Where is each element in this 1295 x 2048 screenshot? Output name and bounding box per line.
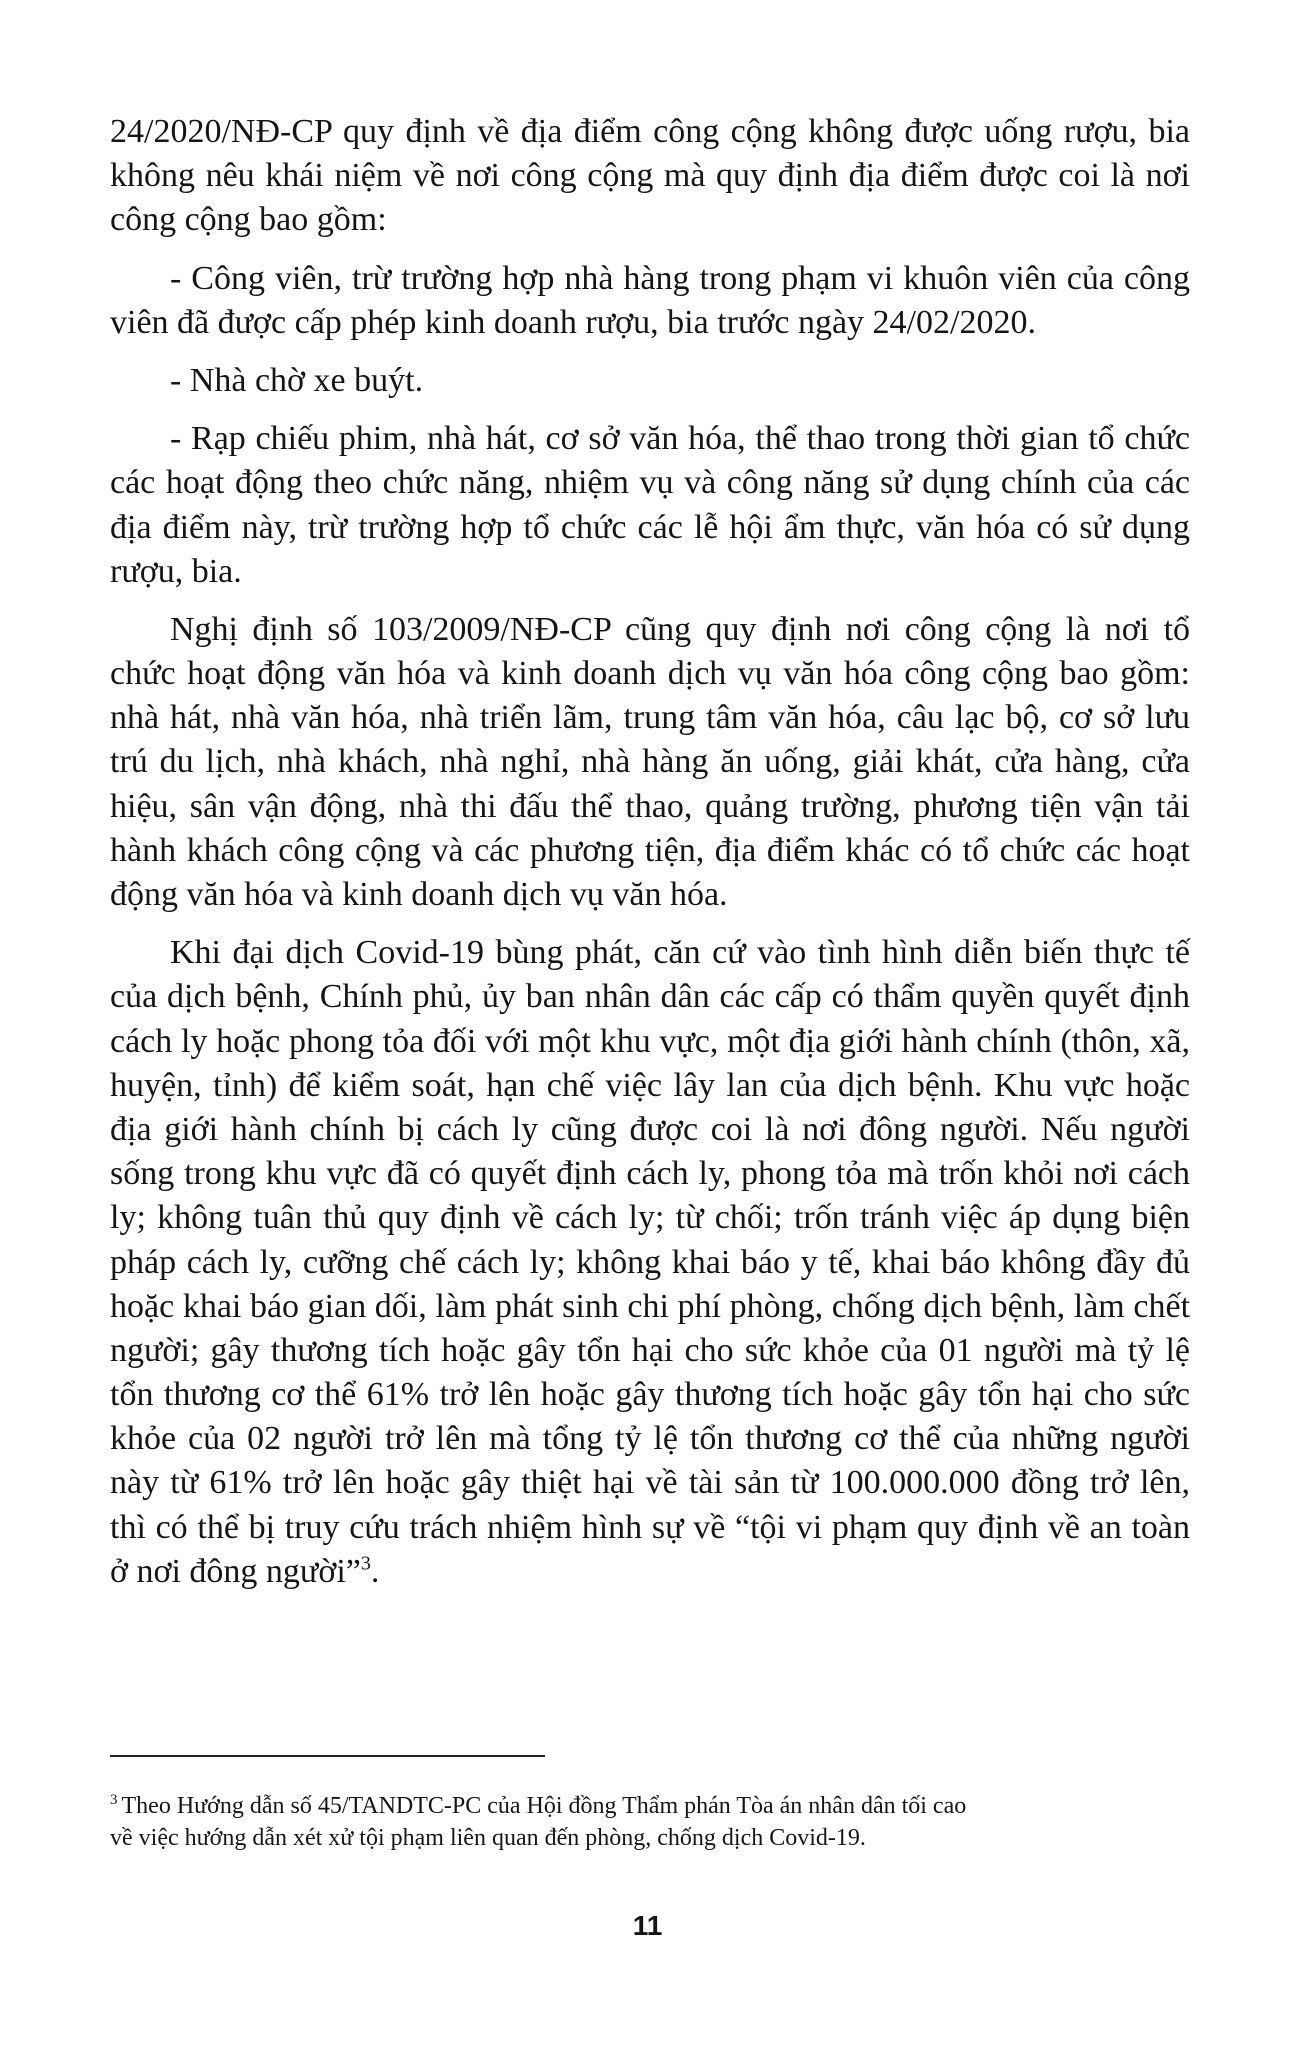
text-line: khai báo gian dối, làm phát sinh chi phí phòng, chống dịch bệnh, làm — [182, 1287, 1125, 1325]
body-text — [110, 96, 1190, 1594]
footnote-mark: 3 — [110, 1792, 118, 1808]
text-line: được coi là nơi công cộng bao gồm: — [110, 157, 1190, 239]
trailing-punctuation: . — [370, 1552, 380, 1590]
text-line: chức các hoạt động theo chức năng, nhiệm vụ và công năng sử dụng — [110, 420, 1190, 502]
text-line: mà tỷ lệ tổn thương cơ thể 61% trở lên hoặc gây thương tích hoặc gây — [110, 1331, 1191, 1414]
text-line: - Công viên, trừ trường hợp nhà hàng trong phạm vi khuôn viên của — [170, 259, 1114, 297]
text-line: thể của những người này từ 61% trở lên hoặc gây thiệt hại về tài sản từ — [110, 1420, 1190, 1502]
text-line: cửa hàng, cửa hiệu, sân vận động, nhà thi đấu thể thao, quảng trường, — [110, 743, 1191, 825]
text-line: văn hóa có sử dụng rượu, bia. — [110, 508, 1190, 590]
page-number: 11 — [632, 1910, 663, 1941]
paragraph — [110, 359, 1190, 403]
text-line: thực tế của dịch bệnh, Chính phủ, ủy ban nhân dân các cấp có thẩm — [110, 934, 1190, 1016]
text-line: Khi đại dịch Covid-19 bùng phát, căn cứ vào tình hình diễn biến — [170, 934, 1083, 972]
paragraph — [110, 931, 1190, 1594]
text-line: phương tiện vận tải hành khách công cộng và các phương tiện, địa điểm — [110, 787, 1191, 869]
text-line: cưỡng chế cách ly; không khai báo y tế, khai báo không đầy đủ hoặc — [110, 1243, 1190, 1325]
footnote-line-1: Theo Hướng dẫn số 45/TANDTC-PC của Hội đồng Thẩm phán Tòa án nhân dân tối cao — [121, 1793, 967, 1819]
text-line: khác có tổ chức các hoạt động văn hóa và kinh doanh dịch vụ văn hóa. — [110, 831, 1191, 913]
text-line: “tội vi phạm quy định về an toàn ở nơi đông người” — [110, 1508, 1190, 1590]
paragraph — [110, 257, 1190, 345]
text-line: chết người; gây thương tích hoặc gây tổn hại cho sức khỏe của 01 người — [110, 1287, 1191, 1369]
text-line: chính của các địa điểm này, trừ trường hợp tổ chức các lễ hội ẩm thực, — [110, 464, 1191, 546]
text-line: lan của dịch bệnh. Khu vực hoặc địa giới hành chính bị cách ly cũng — [110, 1066, 1190, 1148]
text-line: tổn hại cho sức khỏe của 02 người trở lên mà tổng tỷ lệ tổn thương cơ — [110, 1376, 1191, 1458]
text-line: định cách ly, phong tỏa mà trốn khỏi nơi cách ly; không tuân thủ quy — [110, 1155, 1191, 1237]
footnote — [110, 1790, 1190, 1855]
text-line: gồm: nhà hát, nhà văn hóa, nhà triển lãm, trung tâm văn hóa, câu lạc bộ, — [110, 655, 1191, 737]
paragraph — [110, 417, 1190, 594]
text-line: 24/2020/NĐ-CP quy định về địa điểm công cộng không được uống — [110, 113, 1053, 150]
text-line: - Rạp chiếu phim, nhà hát, cơ sở văn hóa, thể thao trong thời gian tổ — [170, 420, 1115, 458]
footnote-divider — [110, 1755, 545, 1757]
text-line: quyền quyết định cách ly hoặc phong tỏa đối với một khu vực, một địa — [110, 978, 1190, 1060]
text-line: 100.000.000 đồng trở lên, thì có thể bị truy cứu trách nhiệm hình sự về — [110, 1464, 1190, 1546]
text-line: cơ sở lưu trú du lịch, nhà khách, nhà nghỉ, nhà hàng ăn uống, giải khát, — [110, 699, 1191, 781]
text-line: được coi là nơi đông người. Nếu người sống trong khu vực đã có quyết — [110, 1110, 1190, 1193]
text-line: Nghị định số 103/2009/NĐ-CP cũng quy định nơi công cộng là nơi — [170, 610, 1150, 648]
text-line: định về cách ly; từ chối; trốn tránh việc áp dụng biện pháp cách ly, — [110, 1199, 1190, 1281]
paragraph — [110, 110, 1190, 243]
text-line: công viên đã được cấp phép kinh doanh rượu, bia trước ngày 24/02/2020. — [110, 259, 1191, 341]
text-line: - Nhà chờ xe buýt. — [170, 361, 424, 399]
footnote-reference: 3 — [360, 1552, 371, 1575]
text-line: rượu, bia không nêu khái niệm về nơi công cộng mà quy định địa điểm — [110, 113, 1190, 195]
text-line: giới hành chính (thôn, xã, huyện, tỉnh) để kiểm soát, hạn chế việc lây — [110, 1022, 1190, 1104]
footnote-line-2: về việc hướng dẫn xét xử tội phạm liên quan đến phòng, chống dịch Covid-19. — [110, 1825, 866, 1852]
text-line: tổ chức hoạt động văn hóa và kinh doanh dịch vụ văn hóa công cộng bao — [110, 610, 1191, 693]
paragraph — [110, 608, 1190, 917]
